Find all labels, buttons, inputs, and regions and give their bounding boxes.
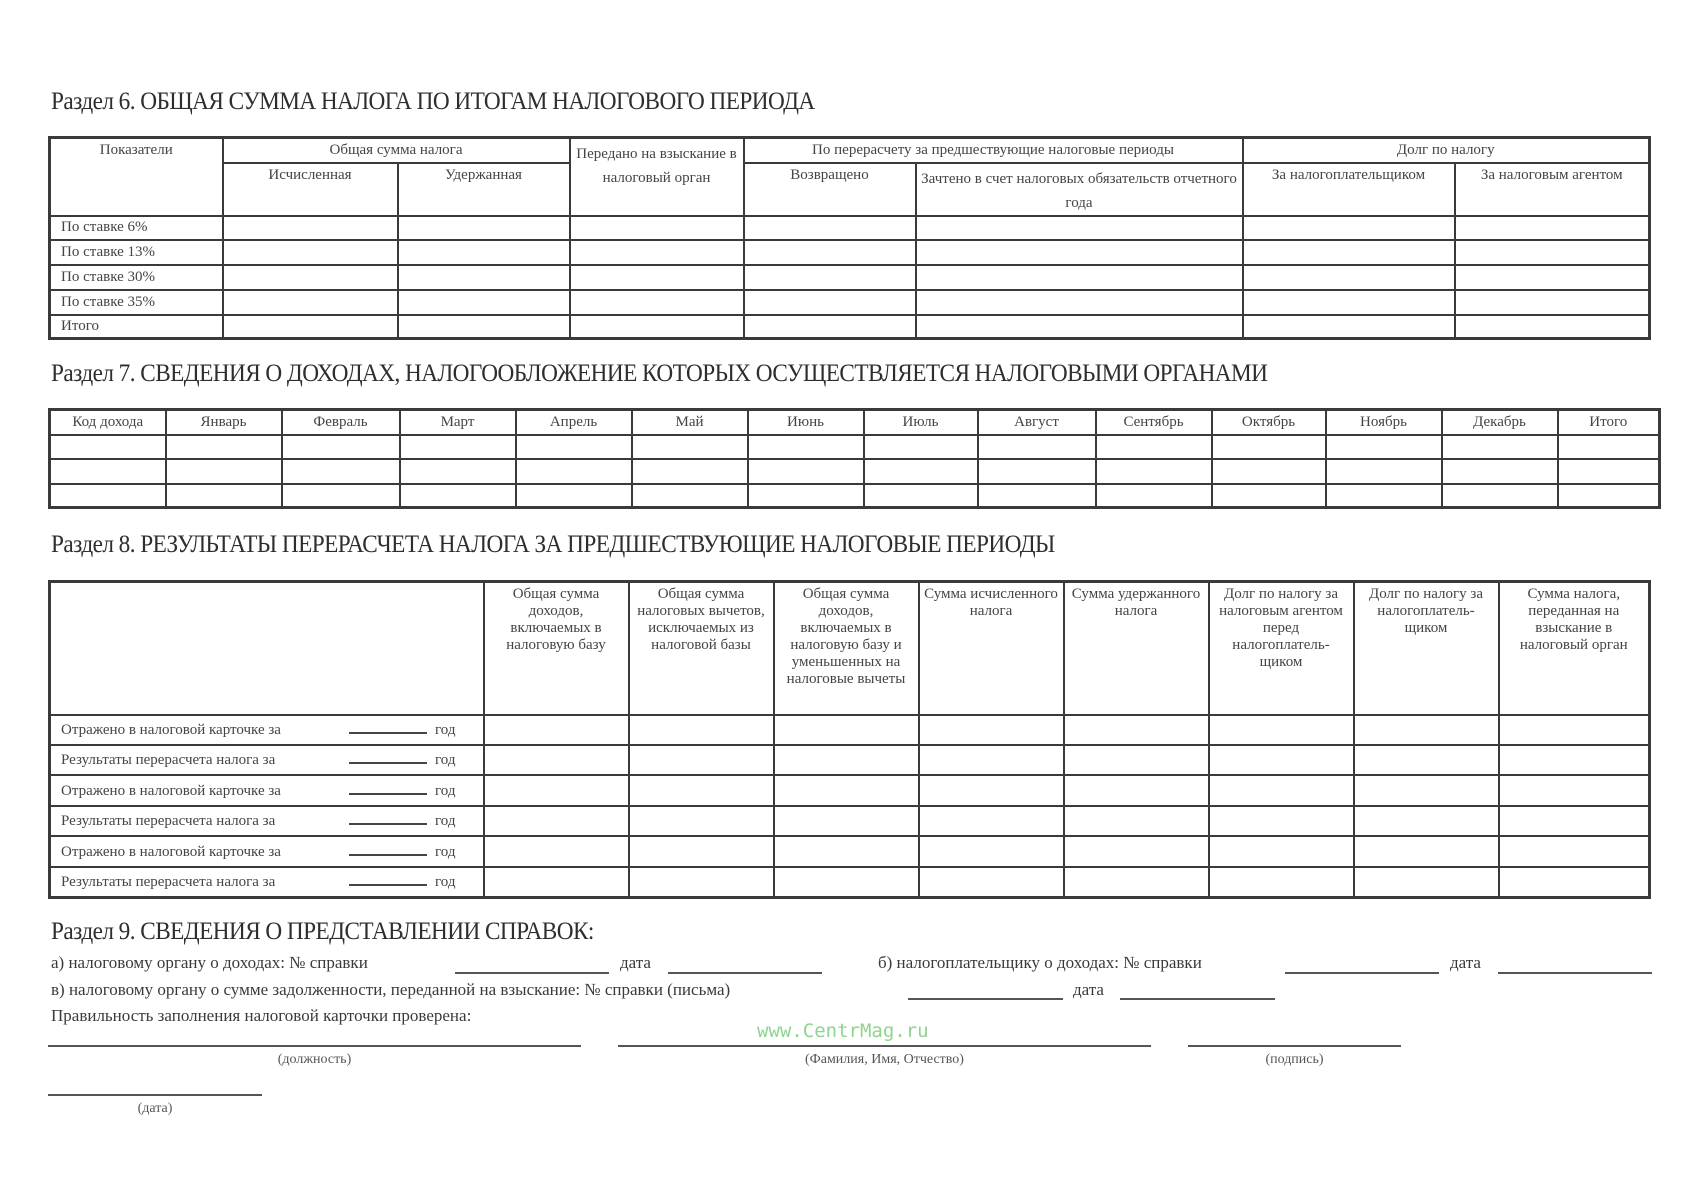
row-label: По ставке 30%: [50, 265, 223, 290]
header-month: Май: [632, 410, 748, 435]
input-cell[interactable]: [1243, 290, 1455, 315]
input-cell[interactable]: [1212, 435, 1326, 459]
table-row: [50, 435, 1660, 459]
table-row: [50, 867, 1650, 898]
input-cell[interactable]: [570, 240, 744, 265]
input-cell[interactable]: [1243, 240, 1455, 265]
header-withheld: Удержанная: [398, 163, 570, 216]
input-cell[interactable]: [1096, 459, 1212, 484]
input-cell[interactable]: [166, 459, 282, 484]
watermark: www.CentrMag.ru: [757, 1020, 929, 1042]
section9-title: Раздел 9. СВЕДЕНИЯ О ПРЕДСТАВЛЕНИИ СПРАВОК:: [51, 918, 594, 945]
input-cell[interactable]: [744, 315, 916, 339]
table-row: [50, 806, 1650, 836]
input-cell[interactable]: [632, 459, 748, 484]
position-field[interactable]: [48, 1045, 581, 1047]
input-cell[interactable]: [1354, 745, 1499, 775]
input-cell[interactable]: [282, 435, 400, 459]
section8-table: [48, 580, 1651, 899]
input-cell[interactable]: [1243, 216, 1455, 240]
header-total: Итого: [1558, 410, 1660, 435]
verified-label: Правильность заполнения налоговой карточки проверена:: [51, 1006, 472, 1025]
line-v-date-label: дата: [1073, 980, 1104, 999]
input-cell[interactable]: [1455, 315, 1650, 339]
year-suffix: год: [435, 843, 456, 860]
input-cell[interactable]: [1558, 435, 1660, 459]
input-cell[interactable]: [1558, 459, 1660, 484]
year-suffix: год: [435, 782, 456, 799]
header-month: Февраль: [282, 410, 400, 435]
input-cell[interactable]: [50, 484, 166, 508]
input-cell[interactable]: [398, 216, 570, 240]
year-field[interactable]: [349, 811, 427, 825]
year-field[interactable]: [349, 842, 427, 856]
input-cell[interactable]: [978, 459, 1096, 484]
line-v-date-field[interactable]: [1120, 998, 1275, 1000]
input-cell[interactable]: [748, 459, 864, 484]
date-caption: (дата): [137, 1101, 173, 1116]
header-debt: Долг по налогу: [1243, 138, 1650, 163]
year-field[interactable]: [349, 750, 427, 764]
input-cell[interactable]: [166, 484, 282, 508]
input-cell[interactable]: [1209, 715, 1354, 745]
line-b-date-label: дата: [1450, 953, 1481, 972]
row-label: По ставке 13%: [50, 240, 223, 265]
input-cell[interactable]: [570, 265, 744, 290]
input-cell[interactable]: [774, 745, 919, 775]
input-cell[interactable]: [1326, 459, 1442, 484]
input-cell[interactable]: [223, 290, 398, 315]
line-a-number-field[interactable]: [455, 972, 609, 974]
input-cell[interactable]: [516, 459, 632, 484]
input-cell[interactable]: [916, 315, 1243, 339]
input-cell[interactable]: [1064, 806, 1209, 836]
signature-caption: (подпись): [1265, 1052, 1324, 1067]
header-month: Сентябрь: [1096, 410, 1212, 435]
input-cell[interactable]: [516, 484, 632, 508]
input-cell[interactable]: [632, 484, 748, 508]
header-offset: Зачтено в счет налоговых обязательств отчетного года: [916, 163, 1243, 216]
input-cell[interactable]: [1442, 459, 1558, 484]
input-cell[interactable]: [223, 240, 398, 265]
input-cell[interactable]: [570, 315, 744, 339]
year-field[interactable]: [349, 781, 427, 795]
table-row: [50, 265, 1650, 290]
input-cell[interactable]: [1064, 745, 1209, 775]
header-returned: Возвращено: [744, 163, 916, 216]
input-cell[interactable]: [629, 775, 774, 806]
input-cell[interactable]: [1209, 836, 1354, 867]
header-agent-debt: Долг по налогу за налоговым агентом перед налогоплатель-щиком: [1209, 582, 1354, 715]
header-month: Июль: [864, 410, 978, 435]
section7-table: [48, 408, 1661, 509]
input-cell[interactable]: [1499, 775, 1650, 806]
row-label: Отражено в налоговой карточке за: [61, 722, 281, 738]
input-cell[interactable]: [570, 290, 744, 315]
input-cell[interactable]: [919, 775, 1064, 806]
line-b-label: б) налогоплательщику о доходах: № справки: [878, 953, 1202, 972]
year-suffix: год: [435, 874, 456, 891]
section7-title: Раздел 7. СВЕДЕНИЯ О ДОХОДАХ, НАЛОГООБЛОЖЕНИЕ КОТОРЫХ ОСУЩЕСТВЛЯЕТСЯ НАЛОГОВЫМИ ОРГАНАМИ: [51, 360, 1268, 387]
input-cell[interactable]: [1499, 836, 1650, 867]
signature-field[interactable]: [1188, 1045, 1401, 1047]
input-cell[interactable]: [1326, 484, 1442, 508]
input-cell[interactable]: [629, 836, 774, 867]
section6-table: [48, 136, 1651, 340]
input-cell[interactable]: [629, 806, 774, 836]
input-cell[interactable]: [919, 867, 1064, 898]
input-cell[interactable]: [1455, 265, 1650, 290]
input-cell[interactable]: [223, 315, 398, 339]
input-cell[interactable]: [748, 484, 864, 508]
input-cell[interactable]: [400, 484, 516, 508]
input-cell[interactable]: [864, 484, 978, 508]
input-cell[interactable]: [1354, 836, 1499, 867]
input-cell[interactable]: [1326, 435, 1442, 459]
header-income-total: Общая сумма доходов, включаемых в налоговую базу: [484, 582, 629, 715]
input-cell[interactable]: [398, 290, 570, 315]
year-suffix: год: [435, 752, 456, 768]
header-income-code: Код дохода: [50, 410, 166, 435]
input-cell[interactable]: [1064, 836, 1209, 867]
table-row: [50, 216, 1650, 240]
input-cell[interactable]: [1499, 867, 1650, 898]
input-cell[interactable]: [484, 715, 629, 745]
input-cell[interactable]: [629, 745, 774, 775]
input-cell[interactable]: [1064, 715, 1209, 745]
input-cell[interactable]: [400, 435, 516, 459]
input-cell[interactable]: [223, 265, 398, 290]
table-row: [50, 290, 1650, 315]
header-transferred-tax: Сумма налога, переданная на взыскание в налоговый орган: [1499, 582, 1650, 715]
input-cell[interactable]: [864, 459, 978, 484]
year-field[interactable]: [349, 872, 427, 886]
table-row: [50, 775, 1650, 806]
header-month: Март: [400, 410, 516, 435]
date-field[interactable]: [48, 1094, 262, 1096]
input-cell[interactable]: [1558, 484, 1660, 508]
header-withheld-tax: Сумма удержанного налога: [1064, 582, 1209, 715]
full-name-field[interactable]: [618, 1045, 1151, 1047]
input-cell[interactable]: [1243, 315, 1455, 339]
line-b-date-field[interactable]: [1498, 972, 1652, 974]
input-cell[interactable]: [629, 715, 774, 745]
year-field[interactable]: [349, 720, 427, 734]
input-cell[interactable]: [400, 459, 516, 484]
row-label: Результаты перерасчета налога за: [61, 813, 276, 829]
input-cell[interactable]: [1096, 484, 1212, 508]
input-cell[interactable]: [50, 435, 166, 459]
input-cell[interactable]: [398, 240, 570, 265]
header-month: Ноябрь: [1326, 410, 1442, 435]
row-label: Отражено в налоговой карточке за: [61, 843, 281, 860]
input-cell[interactable]: [864, 435, 978, 459]
input-cell[interactable]: [1499, 745, 1650, 775]
header-month: Июнь: [748, 410, 864, 435]
line-a-date-field[interactable]: [668, 972, 822, 974]
table-row: [50, 715, 1650, 745]
input-cell[interactable]: [774, 806, 919, 836]
table-row: [50, 484, 1660, 508]
input-cell[interactable]: [916, 216, 1243, 240]
table-row: [50, 836, 1650, 867]
input-cell[interactable]: [632, 435, 748, 459]
input-cell[interactable]: [1455, 290, 1650, 315]
input-cell[interactable]: [744, 290, 916, 315]
input-cell[interactable]: [1499, 715, 1650, 745]
input-cell[interactable]: [484, 775, 629, 806]
header-calculated: Исчисленная: [223, 163, 398, 216]
input-cell[interactable]: [484, 806, 629, 836]
full-name-caption: (Фамилия, Имя, Отчество): [805, 1052, 964, 1067]
header-transferred: Передано на взыскание в налоговый орган: [570, 138, 744, 216]
input-cell[interactable]: [978, 484, 1096, 508]
header-recalc: По перерасчету за предшествующие налоговые периоды: [744, 138, 1243, 163]
header-empty: [50, 582, 484, 715]
input-cell[interactable]: [919, 836, 1064, 867]
table-row: [50, 315, 1650, 339]
table-row: [50, 240, 1650, 265]
input-cell[interactable]: [744, 216, 916, 240]
header-month: Январь: [166, 410, 282, 435]
input-cell[interactable]: [629, 867, 774, 898]
row-label: По ставке 6%: [50, 216, 223, 240]
input-cell[interactable]: [1354, 806, 1499, 836]
input-cell[interactable]: [282, 459, 400, 484]
header-income-net: Общая сумма доходов, включаемых в налоговую базу и уменьшенных на налоговые вычеты: [774, 582, 919, 715]
line-a-label: а) налоговому органу о доходах: № справки: [51, 953, 368, 972]
input-cell[interactable]: [1455, 216, 1650, 240]
line-b-number-field[interactable]: [1285, 972, 1439, 974]
input-cell[interactable]: [1499, 806, 1650, 836]
row-label: Результаты перерасчета налога за: [61, 874, 276, 891]
line-v-number-field[interactable]: [908, 998, 1063, 1000]
table-row: [50, 459, 1660, 484]
input-cell[interactable]: [1354, 715, 1499, 745]
row-label: Отражено в налоговой карточке за: [61, 782, 281, 799]
input-cell[interactable]: [916, 240, 1243, 265]
section6-title: Раздел 6. ОБЩАЯ СУММА НАЛОГА ПО ИТОГАМ НАЛОГОВОГО ПЕРИОДА: [51, 88, 815, 115]
year-suffix: год: [435, 813, 456, 829]
input-cell[interactable]: [744, 240, 916, 265]
input-cell[interactable]: [774, 836, 919, 867]
input-cell[interactable]: [1243, 265, 1455, 290]
input-cell[interactable]: [516, 435, 632, 459]
input-cell[interactable]: [919, 806, 1064, 836]
input-cell[interactable]: [1455, 240, 1650, 265]
input-cell[interactable]: [1442, 435, 1558, 459]
input-cell[interactable]: [1212, 484, 1326, 508]
header-indicators: Показатели: [50, 138, 223, 216]
input-cell[interactable]: [748, 435, 864, 459]
input-cell[interactable]: [1064, 867, 1209, 898]
input-cell[interactable]: [484, 867, 629, 898]
input-cell[interactable]: [570, 216, 744, 240]
input-cell[interactable]: [916, 290, 1243, 315]
header-debt-agent: За налоговым агентом: [1455, 163, 1650, 216]
input-cell[interactable]: [166, 435, 282, 459]
input-cell[interactable]: [919, 745, 1064, 775]
input-cell[interactable]: [223, 216, 398, 240]
input-cell[interactable]: [398, 265, 570, 290]
input-cell[interactable]: [484, 745, 629, 775]
input-cell[interactable]: [1096, 435, 1212, 459]
input-cell[interactable]: [1209, 867, 1354, 898]
input-cell[interactable]: [1209, 775, 1354, 806]
header-month: Декабрь: [1442, 410, 1558, 435]
input-cell[interactable]: [774, 867, 919, 898]
input-cell[interactable]: [774, 715, 919, 745]
position-caption: (должность): [277, 1052, 352, 1067]
input-cell[interactable]: [1209, 806, 1354, 836]
row-label: По ставке 35%: [50, 290, 223, 315]
header-taxpayer-debt: Долг по налогу за налогоплатель-щиком: [1354, 582, 1499, 715]
table-row: [50, 745, 1650, 775]
header-calculated-tax: Сумма исчисленного налога: [919, 582, 1064, 715]
input-cell[interactable]: [978, 435, 1096, 459]
input-cell[interactable]: [744, 265, 916, 290]
header-month: Апрель: [516, 410, 632, 435]
input-cell[interactable]: [916, 265, 1243, 290]
row-label: Результаты перерасчета налога за: [61, 752, 276, 768]
input-cell[interactable]: [50, 459, 166, 484]
header-month: Август: [978, 410, 1096, 435]
input-cell[interactable]: [919, 715, 1064, 745]
input-cell[interactable]: [1212, 459, 1326, 484]
input-cell[interactable]: [282, 484, 400, 508]
input-cell[interactable]: [1064, 775, 1209, 806]
section8-title: Раздел 8. РЕЗУЛЬТАТЫ ПЕРЕРАСЧЕТА НАЛОГА ЗА ПРЕДШЕСТВУЮЩИЕ НАЛОГОВЫЕ ПЕРИОДЫ: [51, 531, 1055, 558]
year-suffix: год: [435, 722, 456, 738]
input-cell[interactable]: [484, 836, 629, 867]
line-v-label: в) налоговому органу о сумме задолженности, переданной на взыскание: № справки (письма): [51, 980, 731, 999]
input-cell[interactable]: [1209, 745, 1354, 775]
line-a-date-label: дата: [620, 953, 651, 972]
header-month: Октябрь: [1212, 410, 1326, 435]
input-cell[interactable]: [774, 775, 919, 806]
header-deductions-total: Общая сумма налоговых вычетов, исключаемых из налоговой базы: [629, 582, 774, 715]
input-cell[interactable]: [398, 315, 570, 339]
input-cell[interactable]: [1354, 867, 1499, 898]
row-label: Итого: [50, 315, 223, 339]
input-cell[interactable]: [1442, 484, 1558, 508]
header-debt-taxpayer: За налогоплательщиком: [1243, 163, 1455, 216]
header-total-tax: Общая сумма налога: [223, 138, 570, 163]
input-cell[interactable]: [1354, 775, 1499, 806]
